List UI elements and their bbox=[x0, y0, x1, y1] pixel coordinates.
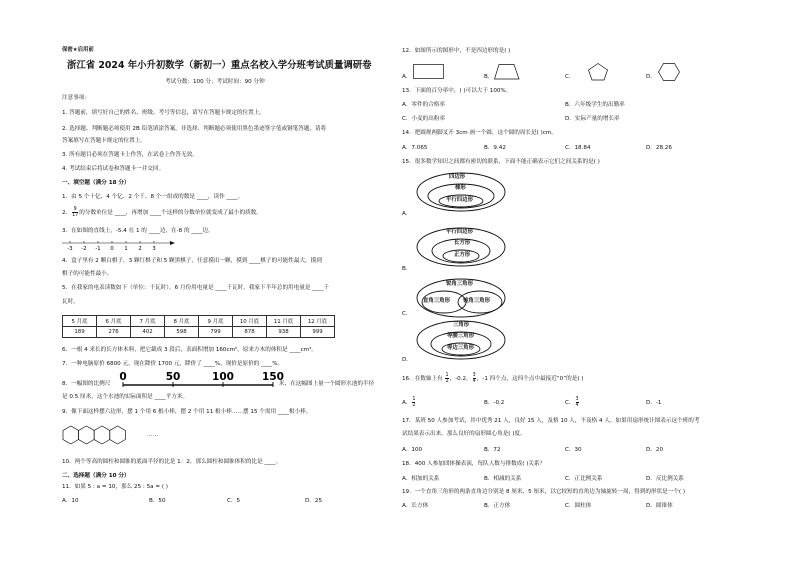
option-a: A． bbox=[402, 74, 412, 80]
option-a: A．零件的合格率 bbox=[402, 102, 445, 108]
question-19: 19．一个直角三角形的两条直角边分别是 8 厘米、5 厘米，以它较短的直角边为轴旋转一周，得到的形状是一个( ) bbox=[402, 489, 686, 495]
option-c: C． bbox=[565, 74, 575, 80]
table-cell: 598 bbox=[165, 327, 199, 338]
option-d: D．28.26 bbox=[646, 145, 672, 151]
venn-label-outer: 四边形 bbox=[449, 174, 466, 180]
meter-reading-table bbox=[62, 315, 335, 338]
question-9: 9．像下面这样摆六边形，摆 1 个用 6 根小棒，摆 2 个用 11 根小棒……摆 15 个需用 ____根小棒。 bbox=[62, 409, 312, 415]
option-c: C．圆柱体 bbox=[565, 503, 592, 509]
question-10: 10．两个等高的圆柱和圆锥的底面半径的比是 1：2，那么圆柱和圆锥体积的比是 ____。 bbox=[62, 459, 282, 465]
table-cell: 878 bbox=[233, 327, 267, 338]
option-a: A．相加的关系 bbox=[402, 476, 440, 482]
option-c: C．18.84 bbox=[565, 145, 591, 151]
notice-heading: 注意事项： bbox=[62, 95, 90, 101]
option-b: B． bbox=[484, 74, 494, 80]
question-17a: 17．某班 50 人参加考试，其中优秀 21 人，良好 15 人，及格 10 人，不及格 4 人，如果用扇形统计图表示这个班的考 bbox=[402, 418, 700, 424]
option-d: D．反比例关系 bbox=[646, 476, 684, 482]
number-line-label: -1 bbox=[95, 246, 101, 252]
option-a: A．长方体 bbox=[402, 503, 429, 509]
number-line-label: 2 bbox=[138, 246, 142, 252]
question-8b: 米，在这幅图上量一个圆形水池的半径 bbox=[279, 381, 375, 387]
table-header-cell: 6 月底 bbox=[97, 316, 131, 327]
exam-meta: 考试分数：100 分；考试时间：90 分钟 bbox=[165, 79, 265, 85]
secret-label: 保密★启用前 bbox=[62, 47, 94, 53]
question-14: 14．把圆规两脚叉开 3cm 画一个圆，这个圆的周长是( )cm。 bbox=[402, 130, 557, 136]
notice-item: 3. 所有题目必须在答题卡上作答，在试卷上作答无效。 bbox=[62, 152, 198, 158]
question-5b: 瓦时。 bbox=[62, 299, 79, 305]
question-6: 6．一根 4 米长的长方体木料，把它截成 3 段后，表面积增加 160cm²，原来方木的体积是 ____cm³。 bbox=[62, 347, 317, 353]
venn-label-middle: 梯形 bbox=[455, 185, 466, 191]
option-a: A．7.065 bbox=[402, 145, 428, 151]
question-4a: 4．盒子里有 2 颗白棋子，3 颗红棋子和 5 颗黑棋子，任意摸出一颗，摸到 ____棋子的可能性最大，摸到 bbox=[62, 258, 322, 264]
question-5a: 5．在我家的电表读数如下（单位：千瓦时）。6 月份用电量是 ____千瓦时，我家下半年总的用电量是 ____千 bbox=[62, 285, 329, 291]
scale-label: 0 bbox=[119, 371, 127, 383]
option-b: B．相减的关系 bbox=[484, 476, 522, 482]
option-b: B．六年级学生的出勤率 bbox=[565, 102, 625, 108]
option-b: B．50 bbox=[149, 498, 166, 504]
venn-label-middle: 等腰三角形 bbox=[447, 333, 474, 339]
question-1: 1．由 5 个十亿、4 个亿、2 个千、8 个一组成的数是 ____，读作 ____。 bbox=[62, 194, 244, 200]
scale-label: 150 bbox=[262, 371, 284, 383]
venn-label-left: 直角三角形 bbox=[423, 298, 450, 304]
rectangle-shape bbox=[413, 64, 445, 80]
venn-label-outer: 平行四边形 bbox=[446, 229, 473, 235]
option-c: C．30 bbox=[565, 447, 582, 453]
scale-label: 100 bbox=[212, 371, 234, 383]
option-a: A． $\frac{1}{2}$ bbox=[402, 397, 416, 408]
table-header-cell: 9 月底 bbox=[199, 316, 233, 327]
number-line-label: 1 bbox=[124, 246, 128, 252]
table-header-cell: 7 月底 bbox=[131, 316, 165, 327]
option-b: B．-0.2 bbox=[484, 400, 505, 406]
venn-label-middle: 长方形 bbox=[454, 240, 471, 246]
table-cell: 402 bbox=[131, 327, 165, 338]
option-b: B．72 bbox=[484, 447, 501, 453]
option-d: D．25 bbox=[305, 498, 323, 504]
question-3: 3．在如图的直线上，-5.4 在 1 的 ____边，在-8 的 ____边。 bbox=[62, 228, 214, 234]
option-b: B．9.42 bbox=[484, 145, 506, 151]
question-18: 18．400 人参加团体操表演，每队人数与排数成( )关系？ bbox=[402, 461, 546, 467]
scale-label: 50 bbox=[165, 371, 181, 383]
pentagon-shape bbox=[588, 63, 608, 81]
right-column bbox=[402, 0, 747, 562]
notice-item: 1. 答题前，填写好自己的姓名、班级、考号等信息，请写在答题卡规定的位置上。 bbox=[62, 110, 265, 116]
option-d: D． bbox=[646, 74, 656, 80]
question-12: 12．如图所示的图形中，不是四边形的是( ) bbox=[402, 48, 511, 54]
option-d: D．-1 bbox=[646, 400, 662, 406]
venn-label-outer: 锐角三角形 bbox=[446, 281, 473, 287]
table-cell: 938 bbox=[267, 327, 301, 338]
number-line-label: 0 bbox=[110, 246, 114, 252]
number-line bbox=[62, 239, 182, 253]
table-header-cell: 10 月底 bbox=[233, 316, 267, 327]
exam-title: 浙江省 2024 年小升初数学（新初一）重点名校入学分班考试质量调研卷 bbox=[67, 60, 372, 71]
number-line-label: -3 bbox=[67, 246, 73, 252]
question-17b: 试结果表示出来，那么良好的扇形圆心角是( )度。 bbox=[402, 431, 526, 437]
notice-item: 4. 考试结束后将试卷和答题卡一并交回。 bbox=[62, 166, 165, 172]
table-header-cell: 12 月底 bbox=[301, 316, 335, 327]
option-c: C． $\frac{3}{4}$ bbox=[565, 397, 579, 408]
hexagon bbox=[110, 426, 126, 444]
venn-label-inner: 正方形 bbox=[454, 252, 471, 258]
venn-label-right: 钝角三角形 bbox=[463, 298, 490, 304]
number-line-label: 3 bbox=[152, 246, 156, 252]
section1-heading: 一、填空题（满分 18 分） bbox=[62, 180, 130, 186]
question-2: 2． $\frac{9}{17}$ 的分数单位是 ____，再增加 ____个这样的分数单位就变成了最小的质数。 bbox=[62, 207, 262, 218]
question-7: 7．一种电脑原价 6800 元，现在降价 1700 元，降价了 ____%，现价是原价的 ____%。 bbox=[62, 361, 284, 367]
question-4b: 棋子的可能性最小。 bbox=[62, 271, 113, 277]
option-a: A． bbox=[402, 211, 412, 217]
question-11: 11．如果 5 : a = 10，那么 25 : 5a = ( ) bbox=[62, 484, 168, 490]
ellipsis: …… bbox=[147, 432, 159, 438]
question-16: 16．在数轴上有 $\frac{1}{2}$ ，-0.2， $\frac{3}{4}$ ，-1 四个点，这四个点中最接近“0”的是( ) bbox=[402, 373, 584, 384]
option-c: C．小麦的出粉率 bbox=[402, 116, 446, 122]
option-d: D．圆锥体 bbox=[646, 503, 673, 509]
table-cell: 999 bbox=[301, 327, 335, 338]
option-a: A．10 bbox=[62, 498, 79, 504]
section2-heading: 二、选择题（满分 10 分） bbox=[62, 473, 130, 479]
scale-bar bbox=[119, 371, 284, 390]
hexagon bbox=[94, 426, 110, 444]
notice-item: 答案填写在答题卡规定的位置上。 bbox=[62, 138, 146, 144]
fraction: $\frac{9}{17}$ bbox=[72, 207, 79, 218]
hexagon bbox=[63, 426, 79, 444]
hexagon bbox=[79, 426, 95, 444]
venn-label-inner: 等边三角形 bbox=[447, 345, 474, 351]
option-c: C．正比例关系 bbox=[565, 476, 603, 482]
table-cell: 189 bbox=[63, 327, 97, 338]
option-a: A．100 bbox=[402, 447, 423, 453]
question-8a: 8．一幅图的比例尺 bbox=[62, 381, 111, 387]
hexagon-shape bbox=[658, 63, 680, 81]
option-d: D．20 bbox=[646, 447, 664, 453]
question-15: 15．很多数学知识之间都有密切的联系，下面不能正确表示它们之间关系的是( ) bbox=[402, 159, 600, 165]
table-cell: 799 bbox=[199, 327, 233, 338]
venn-label-inner: 平行四边形 bbox=[446, 197, 473, 203]
table-header-cell: 8 月底 bbox=[165, 316, 199, 327]
option-b: B．正方体 bbox=[484, 503, 511, 509]
number-line-label: -2 bbox=[81, 246, 87, 252]
question-8c: 是 0.5 厘米，这个水池的实际面积是 ____平方米。 bbox=[62, 394, 189, 400]
trapezoid-shape bbox=[494, 64, 520, 80]
option-d: D．实际产量的增长率 bbox=[565, 116, 620, 122]
hexagon-pattern bbox=[62, 424, 142, 446]
option-d: D． bbox=[402, 357, 412, 363]
question-13: 13．下面的百分率中，( )可以大于 100%。 bbox=[402, 88, 512, 94]
fraction: $\frac{1}{2}$ bbox=[445, 373, 449, 384]
fraction: $\frac{3}{4}$ bbox=[472, 373, 476, 384]
option-c: C．5 bbox=[227, 498, 241, 504]
table-cell: 276 bbox=[97, 327, 131, 338]
option-c: C． bbox=[402, 311, 412, 317]
option-b: B． bbox=[402, 266, 412, 272]
notice-item: 2. 选择题、判断题必须使用 2B 铅笔填涂答案，非选择、判断题必须使用黑色墨迹签字笔或钢笔答题，请将 bbox=[62, 126, 327, 132]
table-header-cell: 11 月底 bbox=[267, 316, 301, 327]
table-header-cell: 5 月底 bbox=[63, 316, 97, 327]
left-column bbox=[62, 0, 402, 562]
venn-label-outer: 三角形 bbox=[453, 322, 470, 328]
